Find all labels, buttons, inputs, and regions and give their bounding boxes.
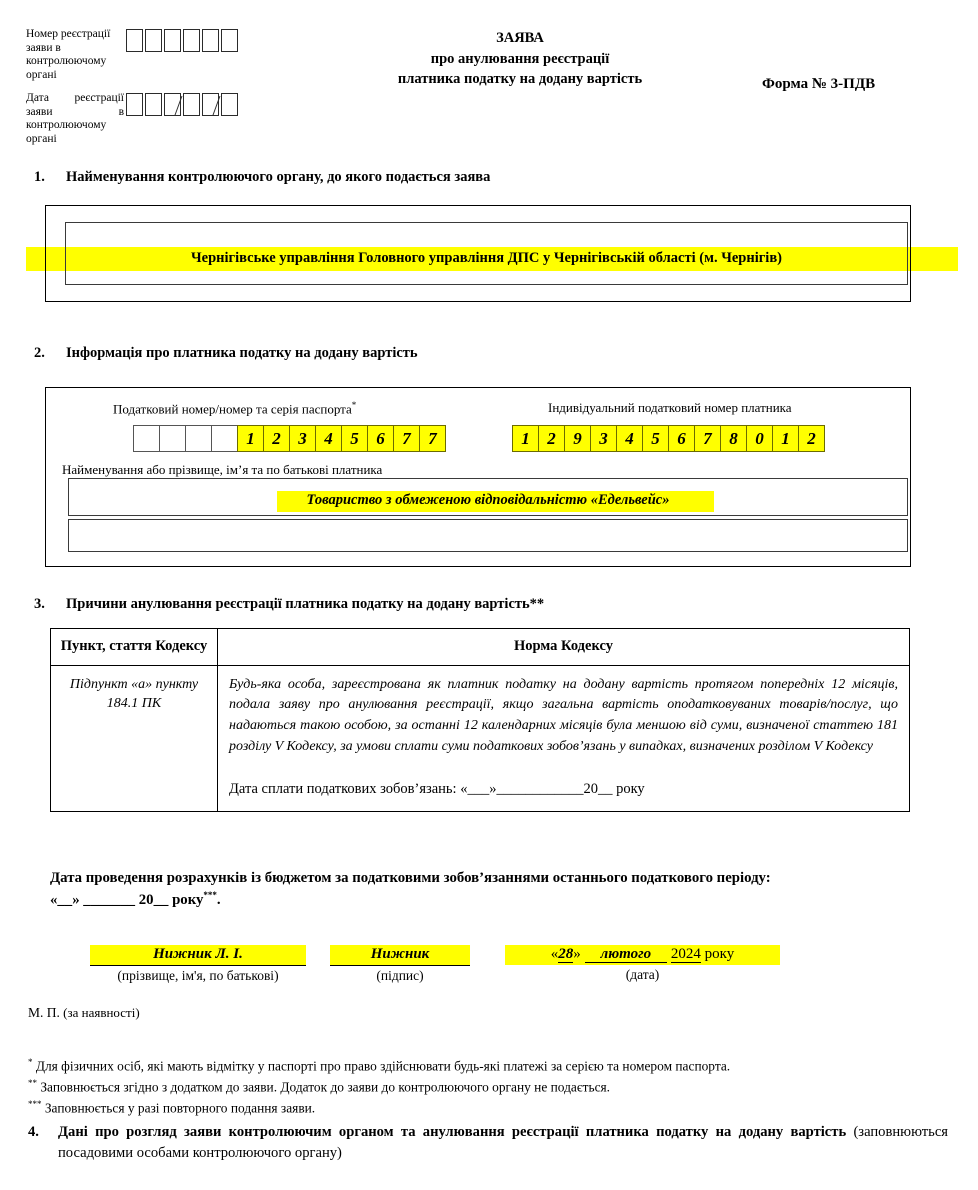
signer-name-caption: (прізвище, ім'я, по батькові) (117, 967, 279, 983)
table-header-row (51, 629, 910, 666)
tax-number-cell-4[interactable]: 1 (237, 425, 264, 452)
form-header (0, 0, 978, 150)
payer-name-value[interactable]: Товариство з обмеженою відповідальністю «Едельвейс» (306, 492, 670, 508)
settlement-line-2-tail: . (216, 892, 221, 909)
reg-date-day-cell[interactable] (145, 93, 162, 116)
individual-tax-number-label: Індивідуальний податковий номер платника (548, 400, 792, 415)
section-3-heading (34, 595, 924, 614)
table-row (51, 665, 910, 811)
tax-number-label-footnote-mark: * (351, 400, 357, 410)
section-1-title: Найменування контролюючого органу, до якого подається заява (66, 169, 491, 185)
registration-date-boxes[interactable] (126, 93, 240, 116)
section-2-heading (34, 344, 914, 363)
title-line-2: про анулювання реєстрації (430, 50, 610, 67)
tax-number-cell-1[interactable] (159, 425, 186, 452)
table-body (51, 665, 910, 811)
footnote-1 (28, 1056, 938, 1077)
individual-tax-number-cell-8[interactable]: 8 (720, 425, 747, 452)
section-1-heading (34, 168, 914, 187)
individual-tax-number-cell-3[interactable]: 3 (590, 425, 617, 452)
footnote-marker: *** (28, 1099, 42, 1110)
tax-number-cell-6[interactable]: 3 (289, 425, 316, 452)
date-year-suffix: року (704, 946, 735, 962)
individual-tax-number-cell-11[interactable]: 2 (798, 425, 825, 452)
signature-date-group (505, 945, 780, 983)
footnote-marker: * (28, 1057, 33, 1067)
section-4-heading (28, 1122, 948, 1163)
date-year-text: 2024 (670, 946, 701, 962)
individual-tax-number-cell-6[interactable]: 6 (668, 425, 695, 452)
column-header-clause: Пункт, стаття Кодексу (51, 629, 218, 666)
signer-name-value[interactable]: Нижник Л. І. (90, 945, 306, 966)
footnote-text: Заповнюється у разі повторного подання заяви. (41, 1100, 316, 1116)
payment-date-line[interactable]: Дата сплати податкових зобов’язань: «___»____________20__ року (229, 781, 645, 798)
settlement-footnote-mark: *** (203, 890, 217, 901)
registration-date-block (26, 92, 240, 146)
payer-name-label: Найменування або прізвище, ім’я та по батькові платника (62, 462, 383, 477)
reg-num-cell[interactable] (202, 29, 219, 52)
individual-tax-number-cell-9[interactable]: 0 (746, 425, 773, 452)
form-number: Форма № 3-ПДВ (762, 76, 876, 92)
settlement-line-2[interactable]: «__» _______ 20__ року (50, 892, 204, 909)
document-title (330, 28, 710, 90)
individual-tax-number-cell-7[interactable]: 7 (694, 425, 721, 452)
tax-number-cell-11[interactable]: 7 (419, 425, 446, 452)
reg-num-cell[interactable] (183, 29, 200, 52)
reason-norm-cell (218, 665, 910, 811)
date-day[interactable]: 28 (558, 946, 574, 962)
individual-tax-number-cell-1[interactable]: 2 (538, 425, 565, 452)
signature-row (0, 945, 978, 1005)
settlement-date-paragraph (50, 868, 932, 912)
tax-number-cell-3[interactable] (211, 425, 238, 452)
reg-num-cell[interactable] (164, 29, 181, 52)
section-4-number: 4. (28, 1124, 39, 1140)
signer-name-group (90, 945, 306, 984)
footnote-text: Для фізичних осіб, які мають відмітку у паспорті про право здійснювати будь-які платежі за серією та номером паспорта. (32, 1058, 731, 1074)
reg-date-separator-cell[interactable] (202, 93, 219, 116)
individual-tax-number-cell-10[interactable]: 1 (772, 425, 799, 452)
registration-date-label: Дата реєстрації заяви в контролюючому органі (26, 92, 124, 145)
signature-caption: (підпис) (376, 967, 424, 983)
section-3-number: 3. (34, 596, 45, 612)
footnote-text: Заповнюється згідно з додатком до заяви. Додаток до заяви до контролюючого органу не подається. (37, 1079, 611, 1095)
date-quote-open: « (550, 946, 559, 962)
stamp-note-rest: (за наявності) (59, 1005, 140, 1020)
reg-date-day-cell[interactable] (126, 93, 143, 116)
stamp-note (28, 1005, 140, 1021)
reg-num-cell[interactable] (126, 29, 143, 52)
title-line-1: ЗАЯВА (496, 30, 544, 46)
signature-date-value[interactable] (505, 945, 780, 965)
signature-value[interactable]: Нижник (330, 945, 470, 966)
stamp-note-abbrev: М. П. (28, 1005, 60, 1020)
date-year[interactable] (671, 946, 701, 963)
individual-tax-number-cell-2[interactable]: 9 (564, 425, 591, 452)
tax-number-cell-9[interactable]: 6 (367, 425, 394, 452)
individual-tax-number-cell-5[interactable]: 5 (642, 425, 669, 452)
cancellation-reasons-table (50, 628, 910, 812)
date-quote-close: » (573, 946, 581, 962)
section-4-title (58, 1122, 948, 1163)
tax-number-cell-8[interactable]: 5 (341, 425, 368, 452)
controlling-authority-value[interactable]: Чернігівське управління Головного управління ДПС у Чернігівській області (м. Чернігів) (191, 250, 782, 266)
individual-tax-number-cells[interactable] (512, 425, 824, 452)
payer-name-box-line-2[interactable] (68, 519, 908, 552)
reason-clause-cell: Підпункт «а» пункту 184.1 ПК (51, 665, 218, 811)
footnote-2 (28, 1077, 938, 1098)
registration-number-boxes[interactable] (126, 29, 240, 52)
title-line-3: платника податку на додану вартість (397, 71, 643, 88)
tax-number-cell-2[interactable] (185, 425, 212, 452)
settlement-line-1: Дата проведення розрахунків із бюджетом за податковими зобов’язаннями останнього податкового періоду: (50, 870, 771, 886)
section-3-title: Причини анулювання реєстрації платника податку на додану вартість** (66, 596, 545, 612)
footnote-marker: ** (28, 1078, 37, 1089)
footnotes (28, 1056, 938, 1120)
reg-date-separator-cell[interactable] (164, 93, 181, 116)
section-1-number: 1. (34, 169, 45, 185)
tax-number-cell-10[interactable]: 7 (393, 425, 420, 452)
date-month[interactable]: лютого (585, 946, 668, 963)
tax-number-label (113, 400, 356, 417)
column-header-norm: Норма Кодексу (218, 629, 910, 666)
individual-tax-number-cell-0[interactable]: 1 (512, 425, 539, 452)
registration-number-block (26, 28, 240, 82)
table-header (51, 629, 910, 666)
tax-number-cell-0[interactable] (133, 425, 160, 452)
section-2-number: 2. (34, 345, 45, 361)
reg-num-cell[interactable] (145, 29, 162, 52)
tax-number-label-text: Податковий номер/номер та серія паспорта (113, 401, 352, 417)
individual-tax-number-cell-4[interactable]: 4 (616, 425, 643, 452)
reason-norm-text: Будь-яка особа, зареєстрована як платник податку на додану вартість протягом попередніх 12 місяців, подала заяву про анулювання реєстрації, якщо загальна вартість оподатковуваних товарів/послуг, що надаються такою особою, за останні 12 календарних місяців була меншою від суми, визначеної статтею 181 розділу V Кодексу, за умови сплати суми податкових зобов’язань у випадках, визначених розділом V Кодексу (229, 676, 898, 754)
signature-group (330, 945, 470, 984)
section-4-title-note: (заповнюються посадовими особами контролюючого органу) (58, 1124, 949, 1161)
tax-number-cells[interactable] (133, 425, 445, 452)
signature-date-caption: (дата) (625, 966, 660, 982)
reg-date-month-cell[interactable] (183, 93, 200, 116)
section-2-title: Інформація про платника податку на додану вартість (66, 345, 418, 361)
tax-number-cell-7[interactable]: 4 (315, 425, 342, 452)
section-4-title-bold: Дані про розгляд заяви контролюючим органом та анулювання реєстрації платника податку на додану вартість (58, 1124, 847, 1140)
reg-num-cell[interactable] (221, 29, 238, 52)
reg-date-year-cell[interactable] (221, 93, 238, 116)
registration-number-label: Номер реєстрації заяви в контролюючому органі (26, 28, 111, 81)
tax-number-cell-5[interactable]: 2 (263, 425, 290, 452)
footnote-3 (28, 1098, 938, 1119)
